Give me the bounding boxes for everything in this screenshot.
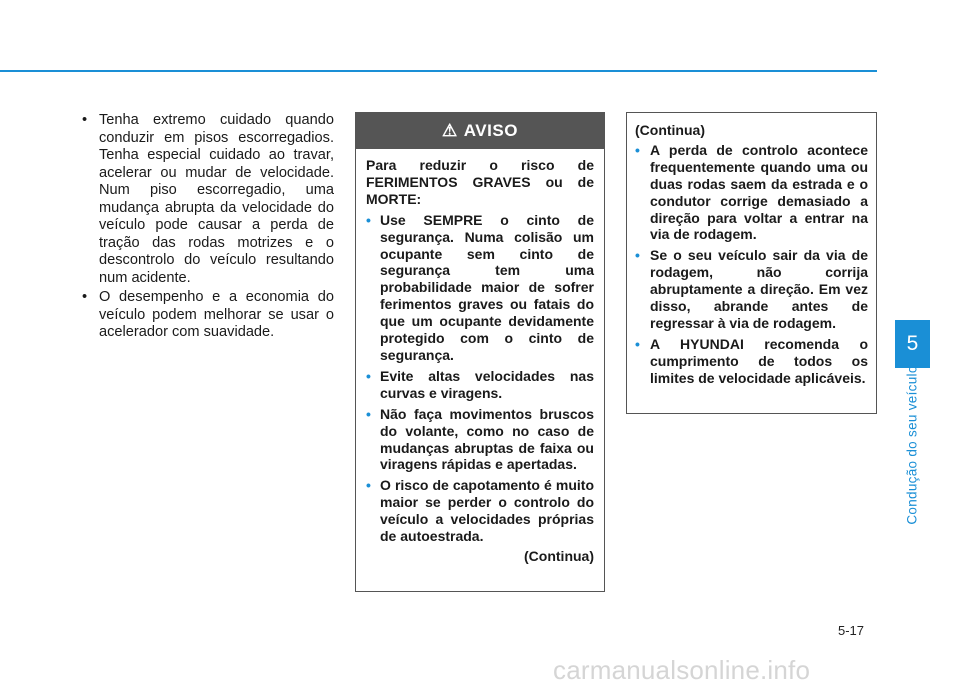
warning-item: • Se o seu veículo sair da via de rodagem, não corrija abruptamente a direção. Em vez disso, abrande antes de regressar à via de rodagem. bbox=[635, 247, 868, 332]
warning-lead: Para reduzir o risco de FERIMENTOS GRAVES ou de MORTE: bbox=[366, 157, 594, 207]
warning-item: • O risco de capotamento é muito maior se perder o controlo do veículo a velocidades próprias de autoestrada. bbox=[366, 477, 594, 545]
continued-label: (Continua) bbox=[524, 547, 594, 564]
watermark: carmanualsonline.info bbox=[553, 655, 811, 685]
continued-box bbox=[626, 112, 877, 414]
header-rule bbox=[0, 70, 877, 72]
left-column bbox=[82, 112, 334, 344]
warning-box bbox=[355, 112, 605, 592]
warning-item: • A perda de controlo acontece frequentemente quando uma ou duas rodas saem da estrada e o condutor corrige demasiado a direção para voltar a entrar na via de rodagem. bbox=[635, 142, 868, 243]
warning-header-label: AVISO bbox=[463, 121, 518, 140]
list-item: • O desempenho e a economia do veículo podem melhorar se usar o acelerador com suavidade. bbox=[82, 289, 334, 342]
warning-item: • Evite altas velocidades nas curvas e viragens. bbox=[366, 368, 594, 402]
warning-item: • Use SEMPRE o cinto de segurança. Numa colisão um ocupante sem cinto de segurança tem uma probabilidade maior de sofrer ferimentos graves ou fatais do que um ocupante devidamente protegido com o cinto de segurança. bbox=[366, 212, 594, 364]
chapter-tab: 5 bbox=[895, 320, 930, 368]
chapter-title: Condução do seu veículo bbox=[904, 365, 920, 525]
warning-item: • A HYUNDAI recomenda o cumprimento de todos os limites de velocidade aplicáveis. bbox=[635, 336, 868, 387]
warning-triangle-icon: ⚠ bbox=[442, 121, 458, 140]
list-item: • Tenha extremo cuidado quando conduzir em pisos escorregadios. Tenha especial cuidado ao travar, acelerar ou mudar de velocidade. Num piso escorregadio, uma mudança abrupta da velocidade do veículo pode causar a perda de tração das rodas motrizes e o descontrolo do veículo resultando num acidente. bbox=[82, 112, 334, 287]
warning-header bbox=[356, 113, 604, 149]
page-number: 5-17 bbox=[838, 623, 865, 638]
warning-item: • Não faça movimentos bruscos do volante, como no caso de mudanças abruptas de faixa ou viragens rápidas e apertadas. bbox=[366, 406, 594, 474]
continued-heading: (Continua) bbox=[635, 122, 705, 138]
warning-body bbox=[356, 149, 604, 565]
continued-body bbox=[627, 113, 876, 387]
